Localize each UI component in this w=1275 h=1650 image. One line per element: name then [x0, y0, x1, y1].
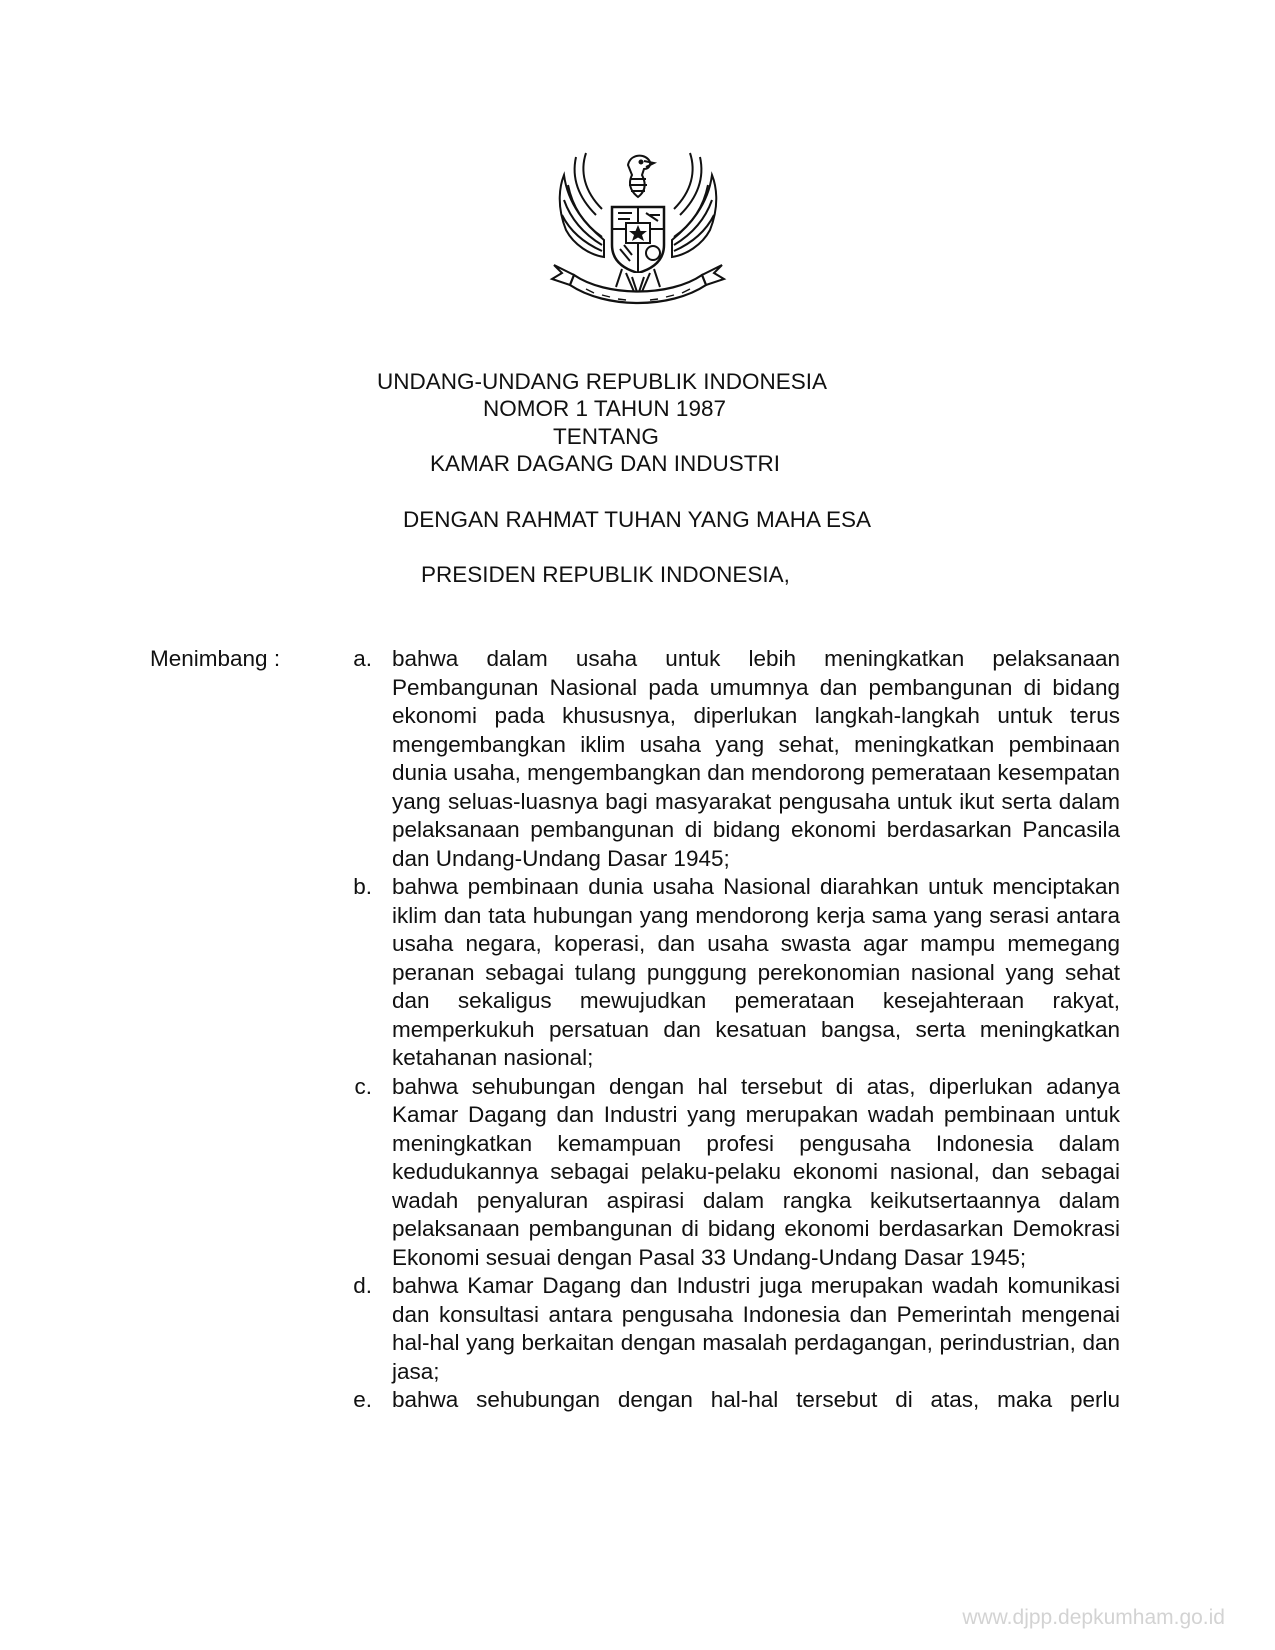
- item-text: bahwa pembinaan dunia usaha Nasional diarahkan untuk menciptakan iklim dan tata hubungan yang mendorong kerja sama yang serasi antara usaha negara, koperasi, dan usaha swasta agar mampu memegang peranan sebagai tulang punggung perekonomian nasional yang sehat dan sekaligus mewujudkan pemerataan kesejahteraan rakyat, memperkukuh persatuan dan kesatuan bangsa, serta meningkatkan ketahanan nasional;: [392, 874, 1120, 1070]
- item-letter: b.: [353, 874, 372, 899]
- law-title-line-1: UNDANG-UNDANG REPUBLIK INDONESIA: [377, 369, 828, 394]
- item-letter: a.: [353, 646, 372, 671]
- law-subject-line: KAMAR DAGANG DAN INDUSTRI: [430, 451, 781, 476]
- item-text: bahwa sehubungan dengan hal-hal tersebut di atas, maka perlu: [392, 1387, 1120, 1412]
- garuda-pancasila-icon: [546, 145, 730, 323]
- president-text: PRESIDEN REPUBLIK INDONESIA,: [421, 562, 790, 587]
- item-letter: c.: [354, 1073, 372, 1099]
- item-letter: d.: [353, 1273, 372, 1298]
- invocation-text: DENGAN RAHMAT TUHAN YANG MAHA ESA: [403, 507, 872, 532]
- law-about-line: TENTANG: [553, 424, 659, 449]
- item-text: bahwa sehubungan dengan hal tersebut di atas, diperlukan adanya Kamar Dagang dan Industri yang merupakan wadah pembinaan untuk meningkatkan kemampuan profesi pengusaha Indonesia dalam kedudukannya sebagai pelaku-pelaku ekonomi nasional, dan sebagai wadah penyaluran aspirasi dalam rangka keikutsertaannya dalam pelaksanaan pembangunan di bidang ekonomi berdasarkan Demokrasi Ekonomi sesuai dengan Pasal 33 Undang-Undang Dasar 1945;: [392, 1073, 1120, 1270]
- law-number-line: NOMOR 1 TAHUN 1987: [483, 396, 726, 421]
- list-item: [320, 645, 1120, 873]
- list-item: [320, 873, 1120, 1073]
- list-item: [320, 1073, 1120, 1273]
- list-item: [320, 1386, 1120, 1415]
- item-text: bahwa Kamar Dagang dan Industri juga merupakan wadah komunikasi dan konsultasi antara pengusaha Indonesia dan Pemerintah mengenai hal-hal yang berkaitan dengan masalah perdagangan, perindustrian, dan jasa;: [392, 1273, 1120, 1384]
- list-item: [320, 1272, 1120, 1386]
- watermark: www.djpp.depkumham.go.id: [962, 1606, 1225, 1629]
- garuda-emblem: [546, 145, 730, 323]
- item-text: bahwa dalam usaha untuk lebih meningkatkan pelaksanaan Pembangunan Nasional pada umumnya dan pembangunan di bidang ekonomi pada khususnya, diperlukan langkah-langkah untuk terus mengembangkan iklim usaha yang sehat, meningkatkan pembinaan dunia usaha, mengembangkan dan mendorong pemerataan kesempatan yang seluas-luasnya bagi masyarakat pengusaha untuk ikut serta dalam pelaksanaan pembangunan di bidang ekonomi berdasarkan Pancasila dan Undang-Undang Dasar 1945;: [392, 646, 1121, 871]
- considering-label: Menimbang :: [150, 646, 281, 671]
- considering-list: [320, 645, 1120, 1415]
- item-letter: e.: [353, 1387, 372, 1412]
